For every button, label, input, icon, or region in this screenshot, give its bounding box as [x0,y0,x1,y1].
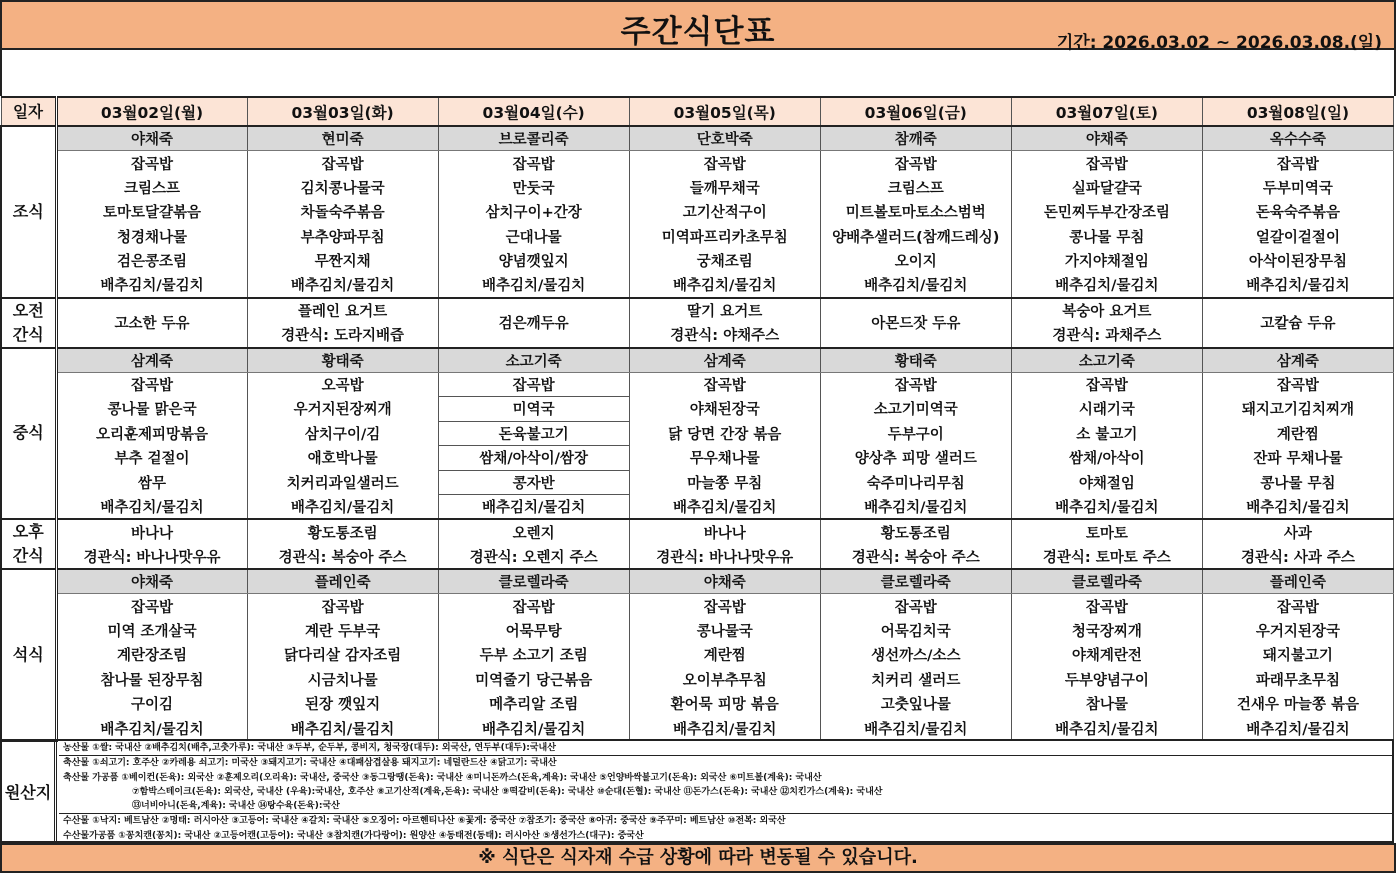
menu-item: 배추김치/물김치 [820,495,1011,520]
menu-item: 삼치구이/김 [247,421,438,446]
menu-item: 청국장찌개 [1011,618,1202,643]
day-header: 03월02일(월) [56,97,247,126]
menu-item: 잡곡밥 [247,594,438,619]
lunch-row [1,372,1394,397]
origin-section [0,739,1394,843]
menu-item: 배추김치/물김치 [820,273,1011,298]
porridge-item: 야채죽 [1011,126,1202,151]
origin-line: 수산물가공품 ①꽁치캔(꽁치): 국내산 ②고등어캔(고등어): 국내산 ③참치캔(가다랑어): 원양산 ④동태전(동태): 러시아산 ⑤생선가스(대구): 중국산 [63,830,644,841]
menu-item: 두부미역국 [1202,175,1393,200]
breakfast-row [1,224,1394,249]
menu-item: 두부양념구이 [1011,667,1202,692]
pm_snack-label: 오후 간식 [1,519,56,569]
menu-item: 크림스프 [56,175,247,200]
menu-item: 치커리 샐러드 [820,667,1011,692]
menu-item: 닭 당면 간장 볶음 [629,421,820,446]
snack-item: 오렌지 [438,519,629,544]
menu-item: 콩나물 맑은국 [56,397,247,422]
lunch-row [1,495,1394,520]
menu-item: 미역줄기 당근볶음 [438,667,629,692]
menu-item: 돈육숙주볶음 [1202,200,1393,225]
porridge-item: 참깨죽 [820,126,1011,151]
menu-item: 콩나물 무침 [1011,224,1202,249]
dinner-row [1,692,1394,717]
menu-item: 야채절임 [1011,470,1202,495]
menu-item: 고춧잎나물 [820,692,1011,717]
porridge-item: 소고기죽 [1011,348,1202,373]
menu-item: 돈육불고기 [438,421,629,446]
menu-item: 배추김치/물김치 [247,716,438,741]
menu-item: 근대나물 [438,224,629,249]
snack-item: 토마토 [1011,519,1202,544]
menu-item: 파래무초무침 [1202,667,1393,692]
menu-item: 오이지 [820,249,1011,274]
origin-line: 수산물 ①낙지: 베트남산 ②명태: 러시아산 ③고등어: 국내산 ④갈치: 국내산 ⑤오징어: 아르헨티나산 ⑥꽃게: 중국산 ⑦참조기: 중국산 ⑧아귀: 중국산 ⑨주꾸미: 베트남산 ⑩전복: 외국산 [63,816,786,827]
lunch-row [1,470,1394,495]
dinner-row [1,594,1394,619]
snack-item: 경관식: 오렌지 주스 [438,544,629,569]
menu-item: 청경채나물 [56,224,247,249]
dinner-row [1,643,1394,668]
menu-item: 마늘쫑 무침 [629,470,820,495]
menu-item: 토마토달걀볶음 [56,200,247,225]
menu-item: 잡곡밥 [629,372,820,397]
menu-item: 잡곡밥 [1011,372,1202,397]
dinner-row [1,716,1394,741]
menu-item: 차돌숙주볶음 [247,200,438,225]
menu-item: 닭다리살 감자조림 [247,643,438,668]
menu-item: 어묵김치국 [820,618,1011,643]
snack-item: 검은깨두유 [438,298,629,348]
menu-item: 메추리알 조림 [438,692,629,717]
menu-item: 계란찜 [1202,421,1393,446]
menu-item: 잡곡밥 [438,372,629,397]
porridge-item: 플레인죽 [1202,569,1393,594]
breakfast-row [1,126,1394,151]
menu-item: 참나물 된장무침 [56,667,247,692]
menu-item: 크림스프 [820,175,1011,200]
menu-item: 궁채조림 [629,249,820,274]
menu-item: 배추김치/물김치 [1202,495,1393,520]
porridge-item: 클로렐라죽 [1011,569,1202,594]
menu-item: 돈민찌두부간장조림 [1011,200,1202,225]
snack-item: 경관식: 사과 주스 [1202,544,1393,569]
menu-item: 미역국 [438,397,629,422]
day-header: 03월05일(목) [629,97,820,126]
menu-item: 돼지불고기 [1202,643,1393,668]
menu-item: 배추김치/물김치 [1202,716,1393,741]
menu-item: 두부 소고기 조림 [438,643,629,668]
snack-item: 플레인 요거트 [247,298,438,323]
menu-item: 생선까스/소스 [820,643,1011,668]
origin-line: ⑬너비아니(돈육,계육): 국내산 ⑭탕수육(돈육):국산 [132,801,340,812]
menu-item: 배추김치/물김치 [56,495,247,520]
porridge-item: 삼계죽 [629,348,820,373]
snack-item: 경관식: 바나나맛우유 [56,544,247,569]
menu-item: 김치콩나물국 [247,175,438,200]
menu-item: 들깨무채국 [629,175,820,200]
snack-item: 경관식: 바나나맛우유 [629,544,820,569]
title-bar [0,0,1396,53]
menu-item: 무짠지채 [247,249,438,274]
menu-item: 배추김치/물김치 [629,495,820,520]
date-header-row [1,97,1394,126]
origin-label: 원산지 [2,741,57,841]
menu-item: 콩자반 [438,470,629,495]
menu-item: 잡곡밥 [1011,594,1202,619]
breakfast-row [1,249,1394,274]
menu-item: 시금치나물 [247,667,438,692]
menu-item: 부추 겉절이 [56,446,247,471]
menu-item: 잔파 무채나물 [1202,446,1393,471]
menu-item: 배추김치/물김치 [1011,716,1202,741]
menu-item: 양념깻잎지 [438,249,629,274]
origin-line: 축산물 가공품 ①베이컨(돈육): 외국산 ②훈제오리(오리육): 국내산, 중국산 ③동그랑땡(돈육): 국내산 ④미니돈까스(돈육,계육): 국내산 ⑤언양바싹불고기(돈육): 외국산 ⑥미트볼(계육): 국내산 [63,772,822,783]
menu-item: 잡곡밥 [56,594,247,619]
menu-item: 잡곡밥 [247,151,438,176]
pm_snack-row [1,544,1394,569]
lunch-row [1,446,1394,471]
menu-item: 양상추 피망 샐러드 [820,446,1011,471]
menu-item: 소고기미역국 [820,397,1011,422]
snack-item: 고칼슘 두유 [1202,298,1393,348]
dinner-label: 석식 [1,569,56,741]
dinner-row [1,618,1394,643]
origin-line: ⑦함박스테이크(돈육): 외국산, 국내산 (우육):국내산, 호주산 ⑧고기산적(계육,돈육): 국내산 ⑨떡갈비(돈육): 국내산 ⑩순대(돈혈): 국내산 ⑪돈가스(돈육): 국내산 ⑫치킨가스(계육): 국내산 [132,786,883,797]
snack-item: 바나나 [629,519,820,544]
lunch-label: 중식 [1,348,56,520]
porridge-item: 클로렐라죽 [438,569,629,594]
porridge-item: 야채죽 [629,569,820,594]
menu-item: 계란찜 [629,643,820,668]
menu-item: 가지야채절임 [1011,249,1202,274]
day-header: 03월03일(화) [247,97,438,126]
menu-item: 야채된장국 [629,397,820,422]
menu-item: 잡곡밥 [438,594,629,619]
lunch-row [1,397,1394,422]
origin-group [59,741,1392,756]
menu-item: 미역 조개살국 [56,618,247,643]
menu-item: 배추김치/물김치 [247,273,438,298]
menu-item: 오이부추무침 [629,667,820,692]
menu-item: 삼치구이+간장 [438,200,629,225]
menu-item: 숙주미나리무침 [820,470,1011,495]
am_snack-row [1,298,1394,323]
menu-item: 얼갈이겉절이 [1202,224,1393,249]
day-header: 03월04일(수) [438,97,629,126]
menu-item: 계란 두부국 [247,618,438,643]
menu-item: 아삭이된장무침 [1202,249,1393,274]
day-header: 03월08일(일) [1202,97,1393,126]
date-label: 일자 [1,97,56,126]
snack-item: 아몬드잣 두유 [820,298,1011,348]
menu-item: 야채계란전 [1011,643,1202,668]
menu-item: 잡곡밥 [56,151,247,176]
menu-item: 계란장조림 [56,643,247,668]
day-header: 03월06일(금) [820,97,1011,126]
dinner-row [1,569,1394,594]
menu-item: 오리훈제피망볶음 [56,421,247,446]
menu-item: 잡곡밥 [1202,372,1393,397]
snack-item: 경관식: 도라지배즙 [247,323,438,348]
menu-item: 쌈채/아삭이/쌈장 [438,446,629,471]
menu-item: 미역파프리카초무침 [629,224,820,249]
breakfast-row [1,175,1394,200]
menu-item: 미트볼토마토소스범벅 [820,200,1011,225]
snack-item: 바나나 [56,519,247,544]
footer-notice: ※ 식단은 식자재 수급 상황에 따라 변동될 수 있습니다. [0,843,1396,873]
menu-item: 배추김치/물김치 [1202,273,1393,298]
menu-item: 잡곡밥 [820,151,1011,176]
snack-item: 경관식: 복숭아 주스 [820,544,1011,569]
porridge-item: 플레인죽 [247,569,438,594]
porridge-item: 현미죽 [247,126,438,151]
menu-item: 잡곡밥 [56,372,247,397]
menu-item: 치커리과일샐러드 [247,470,438,495]
menu-item: 소 불고기 [1011,421,1202,446]
menu-item: 검은콩조림 [56,249,247,274]
origin-group [59,756,1392,814]
snack-item: 경관식: 과채주스 [1011,323,1202,348]
menu-item: 만둣국 [438,175,629,200]
period: 기간: 2026.03.02 ~ 2026.03.08.(일) [1056,33,1382,53]
menu-item: 부추양파무침 [247,224,438,249]
porridge-item: 삼계죽 [56,348,247,373]
menu-item: 애호박나물 [247,446,438,471]
origin-group [59,814,1392,843]
menu-item: 배추김치/물김치 [629,273,820,298]
menu-item: 배추김치/물김치 [820,716,1011,741]
menu-item: 어묵무탕 [438,618,629,643]
lunch-row [1,348,1394,373]
menu-item: 배추김치/물김치 [56,716,247,741]
menu-item: 실파달걀국 [1011,175,1202,200]
menu-item: 고기산적구이 [629,200,820,225]
menu-item: 오곡밥 [247,372,438,397]
menu-item: 콩나물 무침 [1202,470,1393,495]
porridge-item: 황태죽 [247,348,438,373]
menu-item: 된장 깻잎지 [247,692,438,717]
menu-item: 돼지고기김치찌개 [1202,397,1393,422]
snack-item: 고소한 두유 [56,298,247,348]
day-header: 03월07일(토) [1011,97,1202,126]
am_snack-label: 오전 간식 [1,298,56,348]
menu-item: 환어묵 피망 볶음 [629,692,820,717]
menu-item: 배추김치/물김치 [1011,273,1202,298]
menu-item: 잡곡밥 [438,151,629,176]
snack-item: 경관식: 복숭아 주스 [247,544,438,569]
menu-item: 배추김치/물김치 [438,495,629,520]
breakfast-row [1,273,1394,298]
porridge-item: 야채죽 [56,126,247,151]
porridge-item: 클로렐라죽 [820,569,1011,594]
menu-table [0,96,1394,742]
menu-item: 두부구이 [820,421,1011,446]
menu-item: 쌈무 [56,470,247,495]
menu-item: 배추김치/물김치 [1011,495,1202,520]
menu-item: 배추김치/물김치 [438,716,629,741]
menu-item: 배추김치/물김치 [247,495,438,520]
snack-item: 복숭아 요거트 [1011,298,1202,323]
snack-item: 경관식: 토마토 주스 [1011,544,1202,569]
snack-item: 황도통조림 [820,519,1011,544]
menu-item: 잡곡밥 [1011,151,1202,176]
menu-item: 시래기국 [1011,397,1202,422]
breakfast-label: 조식 [1,126,56,298]
menu-item: 양배추샐러드(참깨드레싱) [820,224,1011,249]
porridge-item: 야채죽 [56,569,247,594]
porridge-item: 단호박죽 [629,126,820,151]
dinner-row [1,667,1394,692]
porridge-item: 옥수수죽 [1202,126,1393,151]
porridge-item: 황태죽 [820,348,1011,373]
blank-row [0,50,1396,96]
menu-item: 우거지된장국 [1202,618,1393,643]
menu-item: 잡곡밥 [820,372,1011,397]
pm_snack-row [1,519,1394,544]
origin-line: 축산물 ①쇠고기: 호주산 ②카레용 쇠고기: 미국산 ③돼지고기: 국내산 ④대패삼겹살용 돼지고기: 네덜란드산 ④닭고기: 국내산 [63,758,557,769]
porridge-item: 소고기죽 [438,348,629,373]
breakfast-row [1,151,1394,176]
menu-item: 배추김치/물김치 [438,273,629,298]
menu-item: 잡곡밥 [629,594,820,619]
menu-item: 잡곡밥 [820,594,1011,619]
porridge-item: 브로콜리죽 [438,126,629,151]
menu-item: 참나물 [1011,692,1202,717]
lunch-row [1,421,1394,446]
menu-item: 콩나물국 [629,618,820,643]
menu-item: 배추김치/물김치 [56,273,247,298]
menu-item: 우거지된장찌개 [247,397,438,422]
origin-line: 농산물 ①쌀: 국내산 ②배추김치(배추,고춧가루): 국내산 ③두부, 순두부, 콩비지, 청국장(대두): 외국산, 연두부(대두):국내산 [63,743,556,753]
menu-item: 무우채나물 [629,446,820,471]
porridge-item: 삼계죽 [1202,348,1393,373]
menu-item: 잡곡밥 [629,151,820,176]
menu-item: 배추김치/물김치 [629,716,820,741]
snack-item: 딸기 요거트 [629,298,820,323]
menu-item: 쌈채/아삭이 [1011,446,1202,471]
menu-item: 잡곡밥 [1202,151,1393,176]
menu-item: 건새우 마늘쫑 볶음 [1202,692,1393,717]
snack-item: 경관식: 야채주스 [629,323,820,348]
snack-item: 황도통조림 [247,519,438,544]
snack-item: 사과 [1202,519,1393,544]
menu-item: 구이김 [56,692,247,717]
menu-item: 잡곡밥 [1202,594,1393,619]
page-title: 주간식단표 [620,14,776,50]
breakfast-row [1,200,1394,225]
